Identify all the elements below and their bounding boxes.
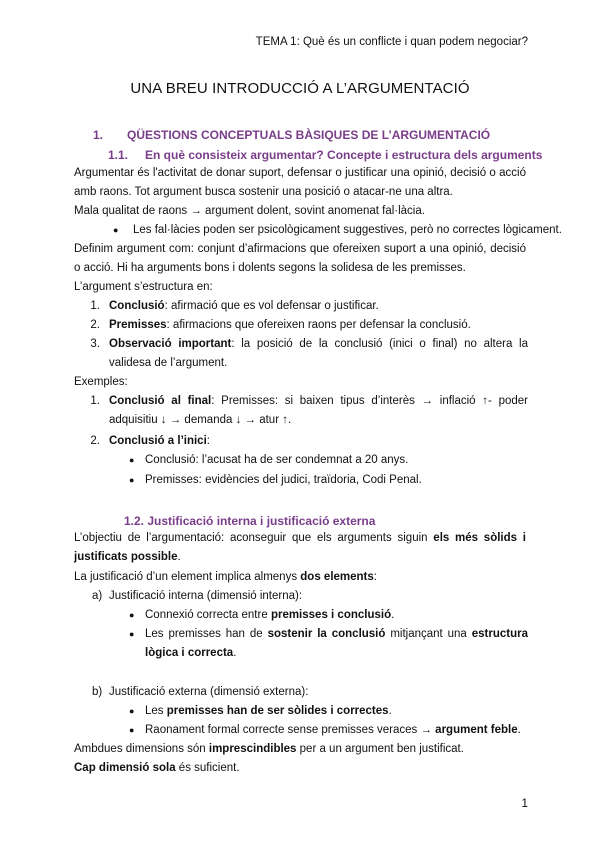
section-1-label: QÜESTIONS CONCEPTUALS BÀSIQUES DE L’ARGUMENTACIÓ — [127, 128, 491, 142]
bullet-icon: ● — [113, 225, 119, 235]
text-run: mitjançant una — [385, 628, 472, 640]
list-text: : afirmació que es vol defensar o justificar. — [164, 300, 379, 312]
bullet-text: Premisses: evidències del judici, traïdoria, Codi Penal. — [145, 474, 422, 486]
list-item — [0, 221, 600, 240]
text-bold: els més sòlids i justificats possible — [74, 532, 526, 563]
text-bold: estructura lògica i correcta — [145, 628, 528, 659]
list-number: 1. — [90, 300, 100, 312]
list-text: : afirmacions que ofereixen raons per defensar la conclusió. — [166, 319, 471, 331]
list-text: : — [206, 435, 210, 447]
section-1-1-heading — [108, 148, 542, 162]
paragraph-estructura: L’argument s’estructura en: — [74, 281, 213, 293]
list-number: 2. — [90, 435, 100, 447]
paragraph-justificacio — [74, 568, 526, 587]
list-item — [0, 683, 600, 702]
list-text: : la posició de la conclusió (inici o final) no altera la validesa de l’argument. — [109, 338, 528, 369]
text-bold: Cap dimensió sola — [74, 762, 176, 774]
paragraph-exemples: Exemples: — [74, 376, 128, 388]
list-term: Conclusió a l’inici — [109, 435, 207, 447]
bullet-text: Conclusió: l’acusat ha de ser condemnat a 20 anys. — [145, 454, 409, 466]
text-run: . — [177, 551, 181, 563]
bullet-icon: ● — [129, 475, 135, 485]
section-1-1-label: En què consisteix argumentar? Concepte i estructura dels arguments — [145, 148, 543, 162]
text-run: : — [373, 571, 377, 583]
bullet-text — [145, 606, 394, 625]
list-text: : Premisses: si baixen tipus d’interès → inflació ↑- poder adquisitiu ↓ → demanda ↓ → atur ↑. — [109, 395, 528, 426]
bullet-fallacies-text: Les fal·làcies poden ser psicològicament suggestives, però no correctes lògicament. — [133, 224, 562, 236]
page-title: UNA BREU INTRODUCCIÓ A L’ARGUMENTACIÓ — [130, 80, 470, 97]
list-term: Conclusió — [109, 300, 165, 312]
text-run: . — [233, 647, 237, 659]
paragraph-cap-dimensio — [74, 759, 526, 778]
text-bold: premisses han de ser sòlides i correctes — [166, 705, 389, 717]
running-header: TEMA 1: Què és un conflicte i quan podem negociar? — [255, 36, 528, 48]
bullet-text — [145, 702, 392, 721]
paragraph-ambdues — [74, 740, 526, 759]
page-number: 1 — [521, 796, 528, 810]
text-run: és suficient. — [175, 762, 240, 774]
bullet-icon: ● — [129, 455, 135, 465]
text-run: La justificació d’un element implica almenys — [74, 571, 301, 583]
text-bold: dos elements — [300, 571, 374, 583]
list-marker: b) — [92, 686, 103, 698]
paragraph-mala-qualitat: Mala qualitat de raons → argument dolent, sovint anomenat fal·làcia. — [74, 205, 425, 217]
text-run: . — [388, 705, 392, 717]
list-term: Observació important — [109, 338, 232, 350]
section-1-heading — [93, 128, 490, 142]
text-run: L’objectiu de l’argumentació: aconseguir que els arguments siguin — [74, 532, 434, 544]
text-bold: argument feble — [435, 724, 518, 736]
list-item — [0, 587, 600, 606]
bullet-text — [145, 625, 528, 663]
bullet-text — [145, 721, 521, 740]
list-number: 2. — [90, 319, 100, 331]
text-run: Connexió correcta entre — [145, 609, 271, 621]
list-number: 3. — [90, 338, 100, 350]
list-label: Justificació externa (dimensió externa): — [109, 686, 309, 698]
bullet-icon: ● — [129, 629, 135, 639]
paragraph-definim: Definim argument com: conjunt d’afirmacions que ofereixen suport a una opinió, decisió o acció. Hi ha arguments bons i dolents segons la solidesa de les premisses. — [74, 243, 526, 274]
text-bold: premisses i conclusió — [270, 609, 392, 621]
list-item — [0, 451, 600, 470]
section-1-2-heading: 1.2. Justificació interna i justificació externa — [124, 514, 376, 528]
text-run: . — [517, 724, 521, 736]
section-1-1-number: 1.1. — [108, 148, 129, 162]
text-bold: imprescindibles — [208, 743, 297, 755]
text-run: . — [391, 609, 395, 621]
bullet-icon: ● — [129, 610, 135, 620]
text-run: Les — [145, 705, 167, 717]
text-run: Raonament formal correcte sense premisses veraces → — [145, 724, 436, 736]
paragraph-objectiu — [74, 529, 526, 567]
list-term: Premisses — [109, 319, 167, 331]
bullet-icon: ● — [129, 725, 135, 735]
list-item — [0, 721, 600, 740]
list-term: Conclusió al final — [109, 395, 212, 407]
text-bold: sostenir la conclusió — [267, 628, 386, 640]
paragraph-argumentar: Argumentar és l'activitat de donar suport, defensar o justificar una opinió, decisió o acció amb raons. Tot argument busca sostenir una posició o atacar-ne una altra. — [74, 167, 526, 198]
list-item — [0, 606, 600, 625]
list-marker: a) — [92, 590, 103, 602]
text-run: Ambdues dimensions són — [74, 743, 209, 755]
list-item — [0, 471, 600, 490]
text-run: per a un argument ben justificat. — [296, 743, 464, 755]
text-run: Les premisses han de — [145, 628, 268, 640]
list-item — [0, 702, 600, 721]
list-number: 1. — [90, 395, 100, 407]
section-1-number: 1. — [93, 128, 104, 142]
bullet-icon: ● — [129, 706, 135, 716]
list-label: Justificació interna (dimensió interna): — [109, 590, 303, 602]
